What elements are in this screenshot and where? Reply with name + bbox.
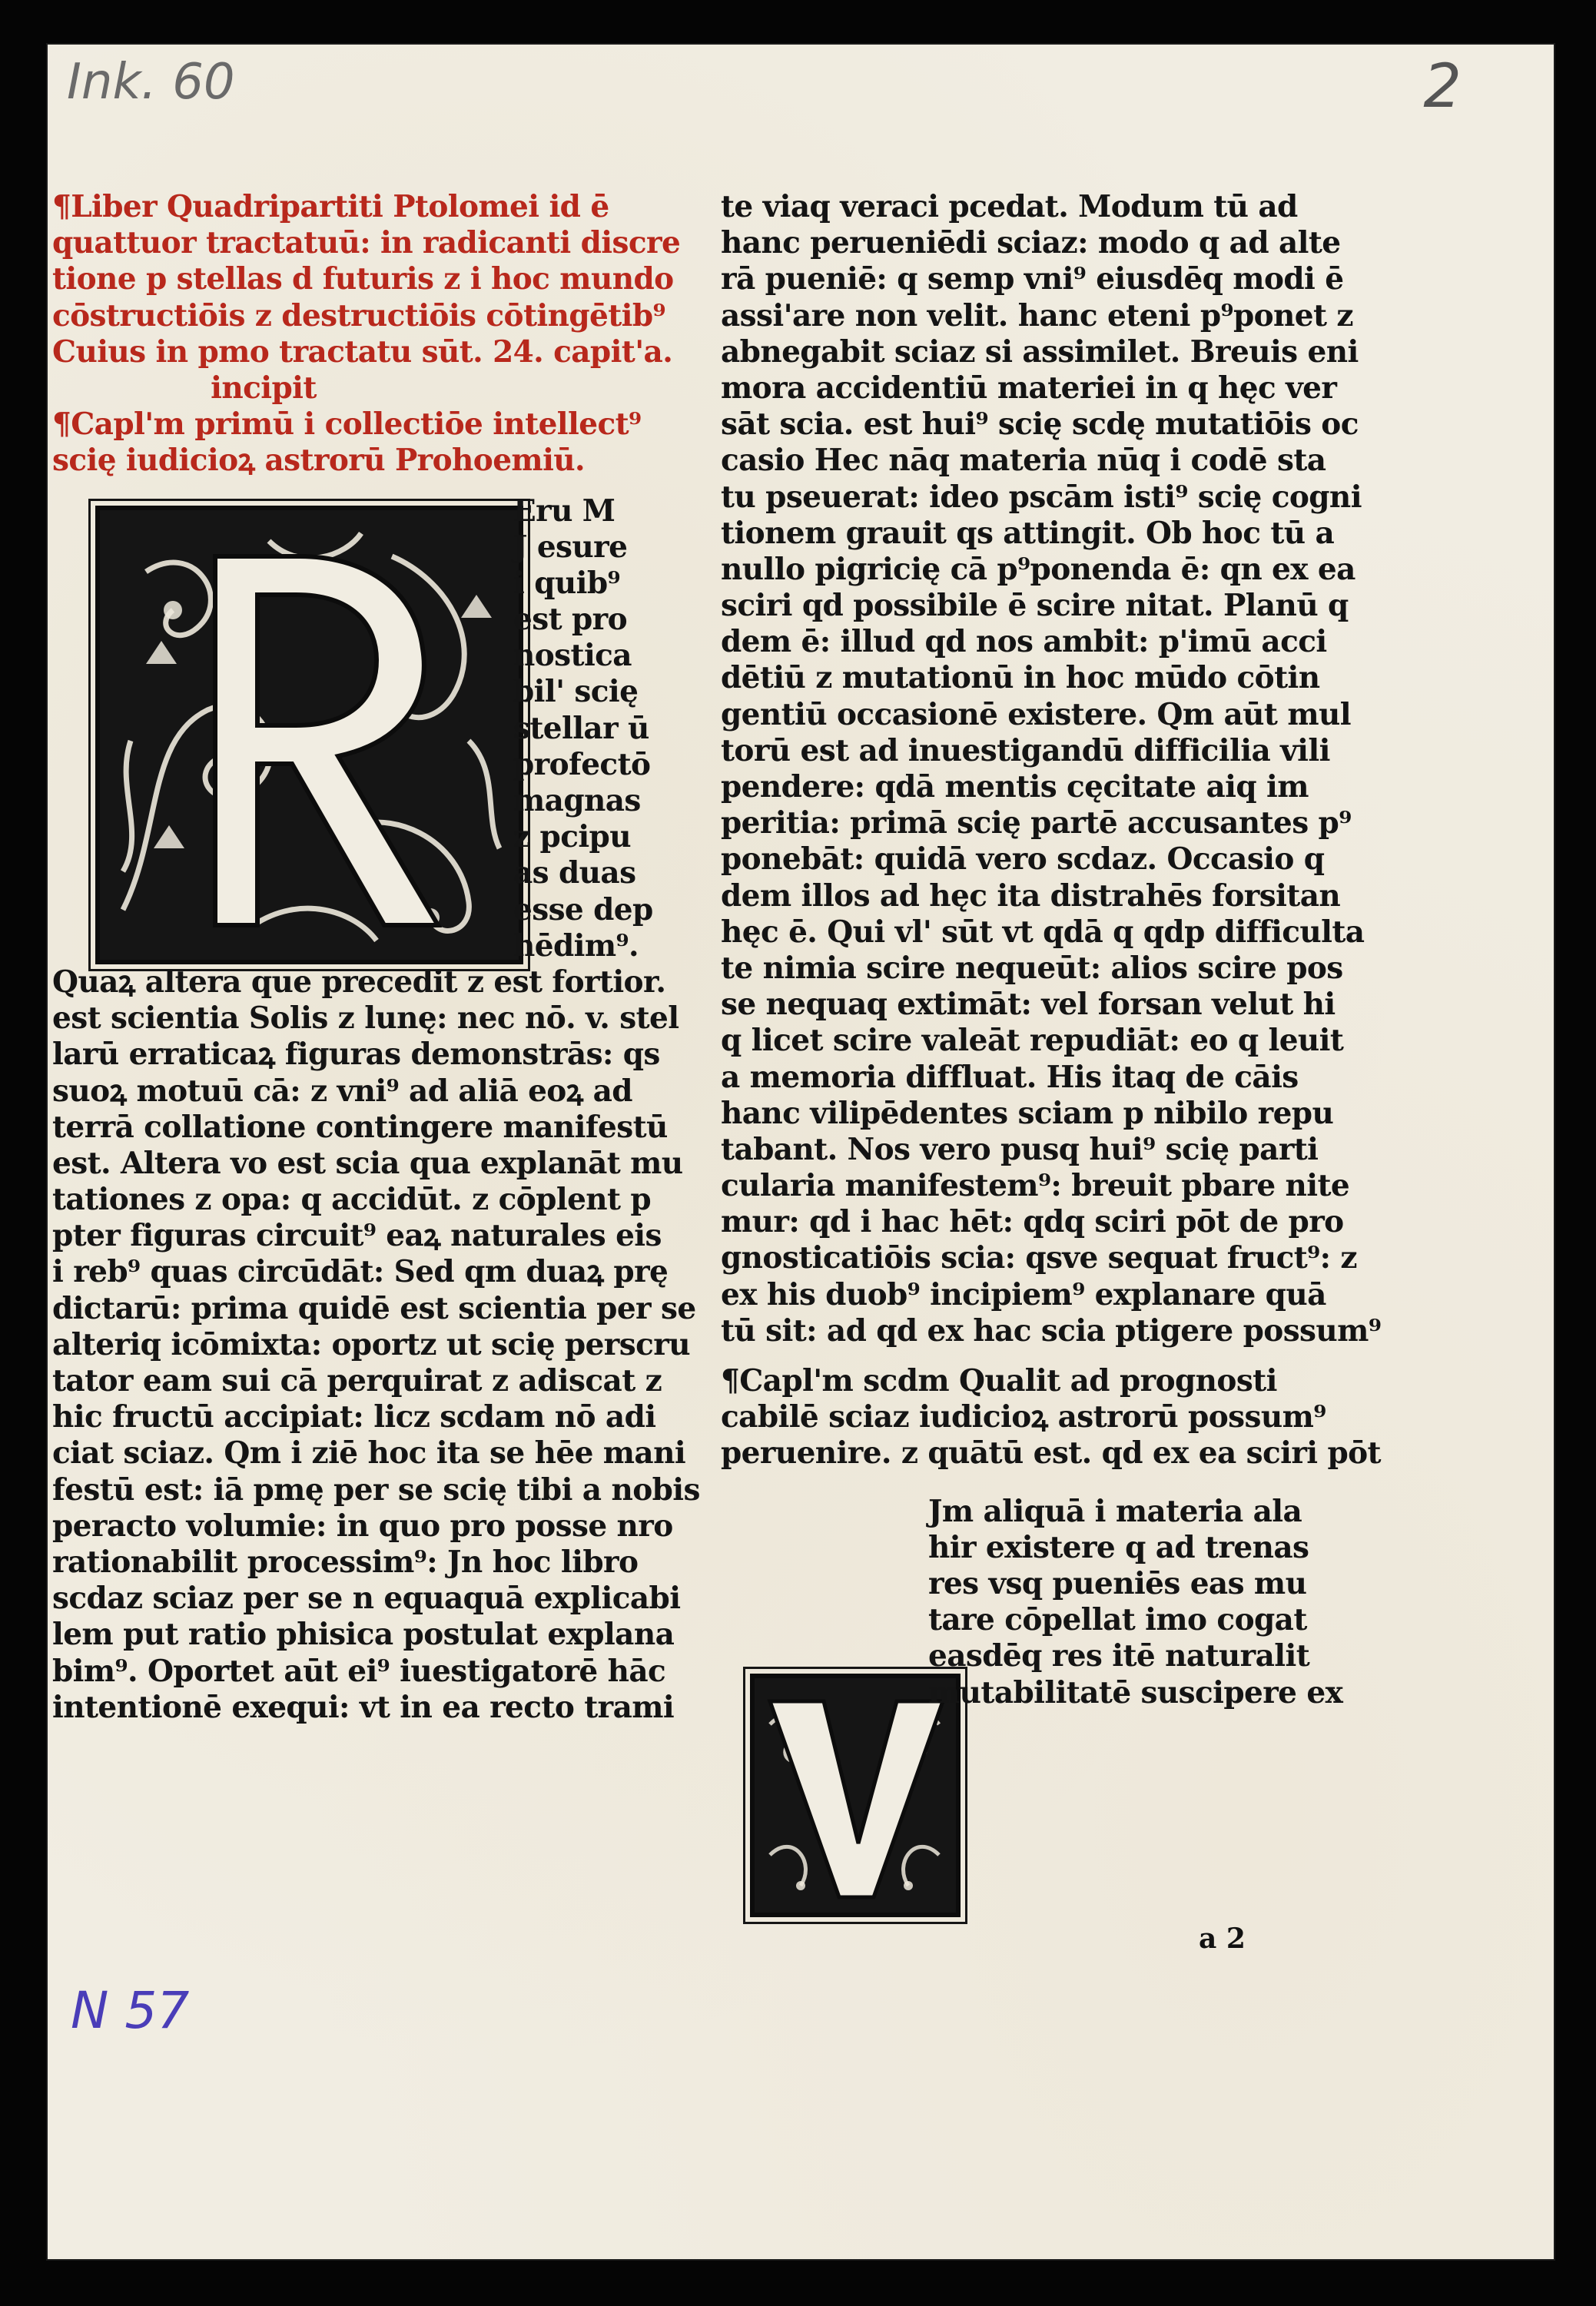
shelf-mark: Ink. 60 [67, 54, 235, 111]
text-line: hęc ē. Qui vl' sūt vt qdā q qdp difficulta [721, 914, 1365, 950]
heading-line: tione p stellas d futuris z i hoc mundo [52, 261, 674, 297]
text-line: se nequaq extimāt: vel forsan velut hi [721, 987, 1336, 1023]
text-line: z pcipu [513, 819, 631, 855]
text-line: tabant. Nos vero pusq hui⁹ scię parti [721, 1131, 1319, 1167]
text-line: festū est: iā pmę per se scię tibi a nobis [52, 1472, 700, 1508]
text-line: gentiū occasionē existere. Qm aūt mul [721, 696, 1351, 732]
right-column [721, 189, 1412, 1711]
incipit-label: incipit [211, 370, 317, 406]
signature-mark: a 2 [1199, 1923, 1246, 1955]
heading-line: quattuor tractatuū: in radicanti discre [52, 225, 681, 261]
text-line: q licet scire valeāt repudiāt: eo q leuit [721, 1023, 1344, 1059]
text-line: ex his duob⁹ incipiem⁹ explanare quā [721, 1276, 1326, 1312]
text-line: tator eam sui cā perquirat z adiscat z [52, 1363, 662, 1399]
chapter-heading-line: peruenire. z quātū est. qd ex ea sciri pōt [721, 1435, 1381, 1472]
text-line: res vsq pueniēs eas mu [928, 1565, 1307, 1601]
text-line: magnas [513, 783, 641, 818]
text-line: te nimia scire nequeūt: alios scire pos [721, 950, 1343, 986]
text-line: sāt scia. est hui⁹ scię scdę mutatiōis oc [721, 406, 1359, 443]
text-line: est scientia Solis z lunę: nec nō. v. stel [52, 1000, 679, 1037]
text-line: rationabilit processim⁹: Jn hoc libro [52, 1544, 639, 1580]
text-beside-initial [52, 493, 705, 964]
text-beside-initial-v [721, 1494, 1412, 1711]
text-line: tū sit: ad qd ex hac scia ptigere possum⁹ [721, 1312, 1382, 1349]
text-line: ponebāt: quidā vero scdaz. Occasio q [721, 841, 1325, 878]
text-line: Eru M [513, 493, 616, 529]
text-line: te viaq veraci pcedat. Modum tū ad [721, 189, 1298, 224]
text-line: pendere: qdā mentis cęcitate aiq im [721, 769, 1309, 805]
text-line: bim⁹. Oportet aūt ei⁹ iuestigatorē hāc [52, 1653, 666, 1689]
text-line: mur: qd i hac hēt: qdq sciri pōt de pro [721, 1204, 1344, 1240]
book-page [48, 45, 1554, 2259]
text-line: larū erraticaꝝ figuras demonstrās: qs [52, 1037, 660, 1073]
text-line: tionem grauit qs attingit. Ob hoc tū a [721, 515, 1335, 551]
initial-v-ornament [755, 1678, 956, 1913]
text-line: hir existere q ad trenas [928, 1529, 1309, 1565]
folio-number: 2 [1423, 52, 1462, 121]
text-line: peritia: primā scię partē accusantes p⁹ [721, 805, 1352, 841]
spacer [52, 479, 705, 493]
text-line: Quaꝝ altera que precedit z est fortior. [52, 964, 666, 1000]
text-line: i reb⁹ quas circūdāt: Sed qm duaꝝ prę [52, 1254, 669, 1290]
chapter-heading-line: cabilē sciaz iudicioꝝ astrorū possum⁹ [721, 1399, 1326, 1435]
text-line: suoꝝ motuū cā: z vni⁹ ad aliā eoꝝ ad [52, 1073, 632, 1109]
text-line: easdēq res itē naturalit [928, 1638, 1310, 1674]
text-line: scdaz sciaz per se n equaquā explicabi [52, 1581, 681, 1617]
text-line: hanc vilipēdentes sciam p nibilo repu [721, 1095, 1334, 1131]
chapter-two-heading [721, 1363, 1412, 1472]
text-line: rā pueniē: q semp vni⁹ eiusdēq modi ē [721, 261, 1344, 297]
text-line: abnegabit sciaz si assimilet. Breuis eni [721, 333, 1359, 370]
chapter-heading-line: ¶Capl'm primū i collectiōe intellect⁹ [52, 406, 642, 443]
text-line: alteriq icōmixta: oportz ut scię perscru [52, 1326, 690, 1362]
text-line: casio Hec nāq materia nūq i codē sta [721, 443, 1326, 479]
spacer [721, 1472, 1412, 1494]
text-line: esse dep [513, 891, 653, 927]
text-line: lem put ratio phisica postulat explana [52, 1617, 675, 1653]
text-line: intentionē exequi: vt in ea recto trami [52, 1689, 675, 1725]
text-line: dem ē: illud qd nos ambit: p'imū acci [721, 624, 1327, 660]
text-line: dictarū: prima quidē est scientia per se [52, 1290, 696, 1326]
text-line: Jm aliquā i materia ala [928, 1493, 1302, 1529]
text-line: dem illos ad hęc ita distrahēs forsitan [721, 878, 1341, 914]
text-line: J esure [513, 529, 628, 565]
text-line: stellar ū [513, 710, 649, 746]
left-column [52, 189, 705, 1726]
chapter-heading-line: ¶Capl'm scdm Qualit ad prognosti [721, 1363, 1277, 1399]
text-line: nostica [513, 638, 632, 674]
text-line: torū est ad inuestigandū difficilia vili [721, 732, 1330, 768]
text-line: hēdim⁹. [513, 927, 639, 964]
text-line: tare cōpellat imo cogat [928, 1602, 1307, 1638]
text-line: pter figuras circuit⁹ eaꝝ naturales eis [52, 1218, 662, 1254]
text-line: tu pseuerat: ideo pscām isti⁹ scię cogni [721, 479, 1362, 515]
text-line: as duas [513, 855, 636, 891]
body-text [52, 964, 705, 1726]
heading-line: Cuius in pmo tractatu sūt. 24. capit'a. [52, 333, 673, 370]
text-line: mora accidentiū materiei in q hęc ver [721, 370, 1337, 406]
text-line: terrā collatione contingere manifestū [52, 1109, 668, 1145]
text-line: i quib⁹ [513, 565, 620, 601]
treatise-heading [52, 189, 705, 479]
text-line: dētiū z mutationū in hoc mūdo cōtin [721, 660, 1320, 696]
heading-line: cōstructiōis z destructiōis cōtingētib⁹ [52, 297, 665, 333]
body-text [721, 189, 1412, 1349]
text-line: assi'are non velit. hanc eteni p⁹ponet z [721, 297, 1353, 333]
text-line: gnosticatiōis scia: qsve sequat fruct⁹: z [721, 1240, 1357, 1276]
chapter-heading-line: scię iudicioꝝ astrorū Prohoemiū. [52, 443, 586, 479]
heading-line: ¶Liber Quadripartiti Ptolomei id ē [52, 189, 609, 224]
text-line: sciri qd possibile ē scire nitat. Planū q [721, 588, 1349, 624]
text-line: a memoria diffluat. His itaq de cāis [721, 1059, 1299, 1095]
text-line: peracto volumie: in quo pro posse nro [52, 1508, 673, 1544]
text-line: ciat sciaz. Qm i ziē hoc ita se hēe mani [52, 1435, 686, 1472]
text-line: hanc perueniēdi sciaz: modo q ad alte [721, 225, 1341, 261]
text-line: mutabilitatē suscipere ex [928, 1674, 1343, 1710]
text-line: est. Altera vo est scia qua explanāt mu [52, 1145, 683, 1181]
text-line: hic fructū accipiat: licz scdam nō adi [52, 1399, 656, 1435]
text-line: nullo pigricię cā p⁹ponenda ē: qn ex ea [721, 551, 1355, 587]
text-line: profectō [513, 746, 651, 782]
text-line: est pro [513, 602, 627, 638]
text-line: cularia manifestem⁹: breuit pbare nite [721, 1168, 1350, 1204]
spacer [721, 1349, 1412, 1363]
text-line: tationes z opa: q accidūt. z cōplent p [52, 1182, 652, 1218]
text-line: bil' scię [513, 674, 639, 710]
inventory-number: N 57 [71, 1981, 190, 2040]
